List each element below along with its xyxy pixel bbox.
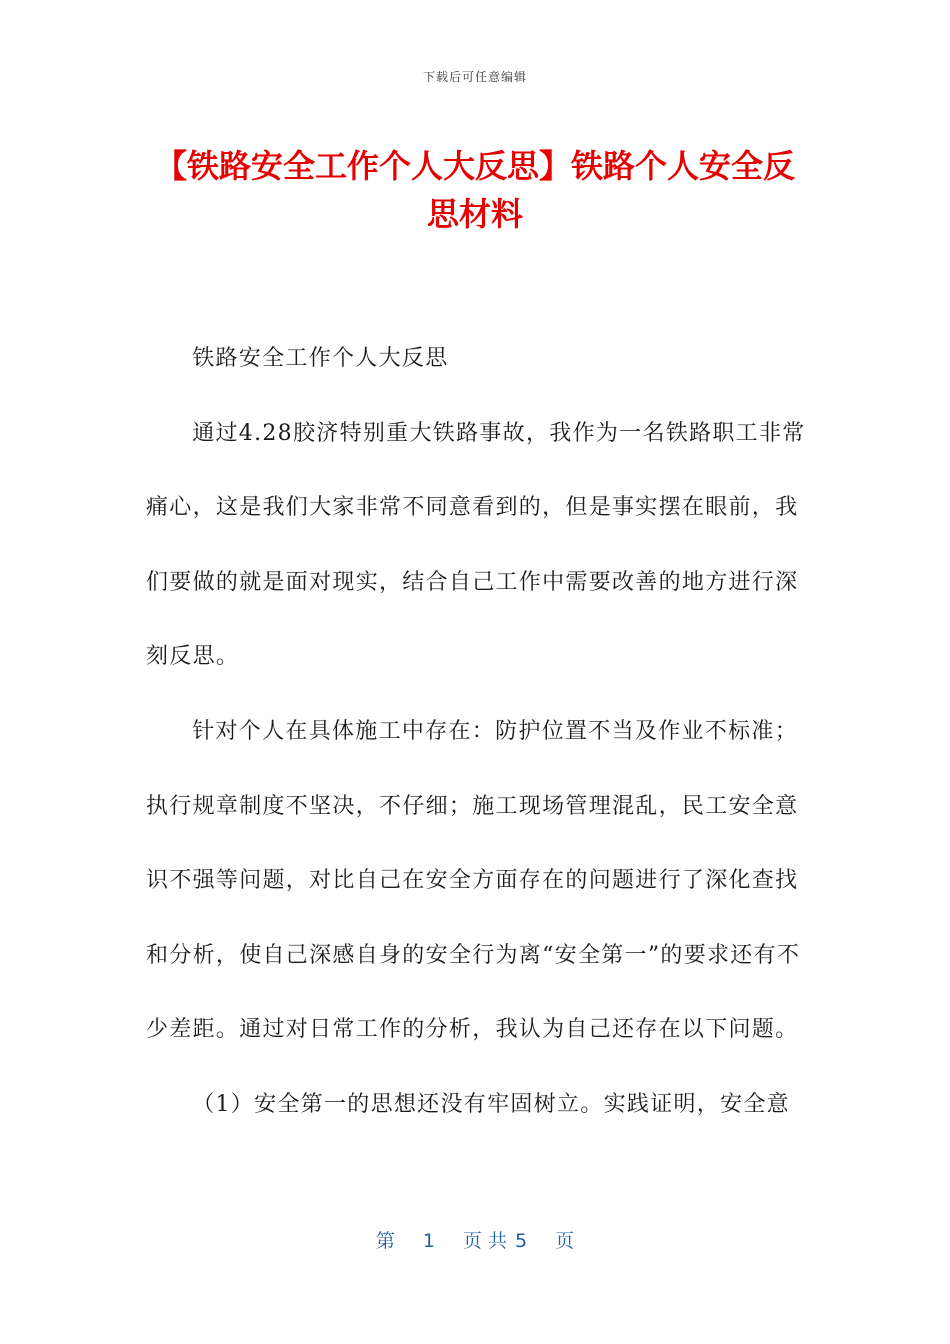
footer-page-number: 1 <box>422 1230 435 1252</box>
footer-middle: 页 共 <box>462 1230 508 1252</box>
paragraph: （1）安全第一的思想还没有牢固树立。实践证明，安全意 <box>192 1091 790 1117</box>
header-note: 下载后可任意编辑 <box>422 70 527 84</box>
document-title: 【铁路安全工作个人大反思】铁路个人安全反思材料 <box>154 147 795 233</box>
paragraph: 针对个人在具体施工中存在：防护位置不当及作业不标准；执行规章制度不坚决，不仔细；施工现场管理混乱，民工安全意识不强等问题，对比自己在安全方面存在的问题进行了深化查找和分析，使自己深感自身的安全行为离“安全第一”的要求还有不少差距。通过对日常工作的分析，我认为自己还存在以下问题。 <box>146 718 801 1043</box>
page-footer <box>0 1226 950 1253</box>
paragraph-subtitle: 铁路安全工作个人大反思 <box>192 346 449 371</box>
footer-prefix: 第 <box>375 1230 395 1252</box>
paragraph: 通过4.28胶济特别重大铁路事故，我作为一名铁路职工非常痛心，这是我们大家非常不同意看到的，但是事实摆在眼前，我们要做的就是面对现实，结合自己工作中需要改善的地方进行深刻反思。 <box>146 420 806 670</box>
footer-suffix: 页 <box>555 1230 575 1252</box>
document-body <box>146 322 806 1143</box>
footer-total-pages: 5 <box>515 1230 528 1252</box>
